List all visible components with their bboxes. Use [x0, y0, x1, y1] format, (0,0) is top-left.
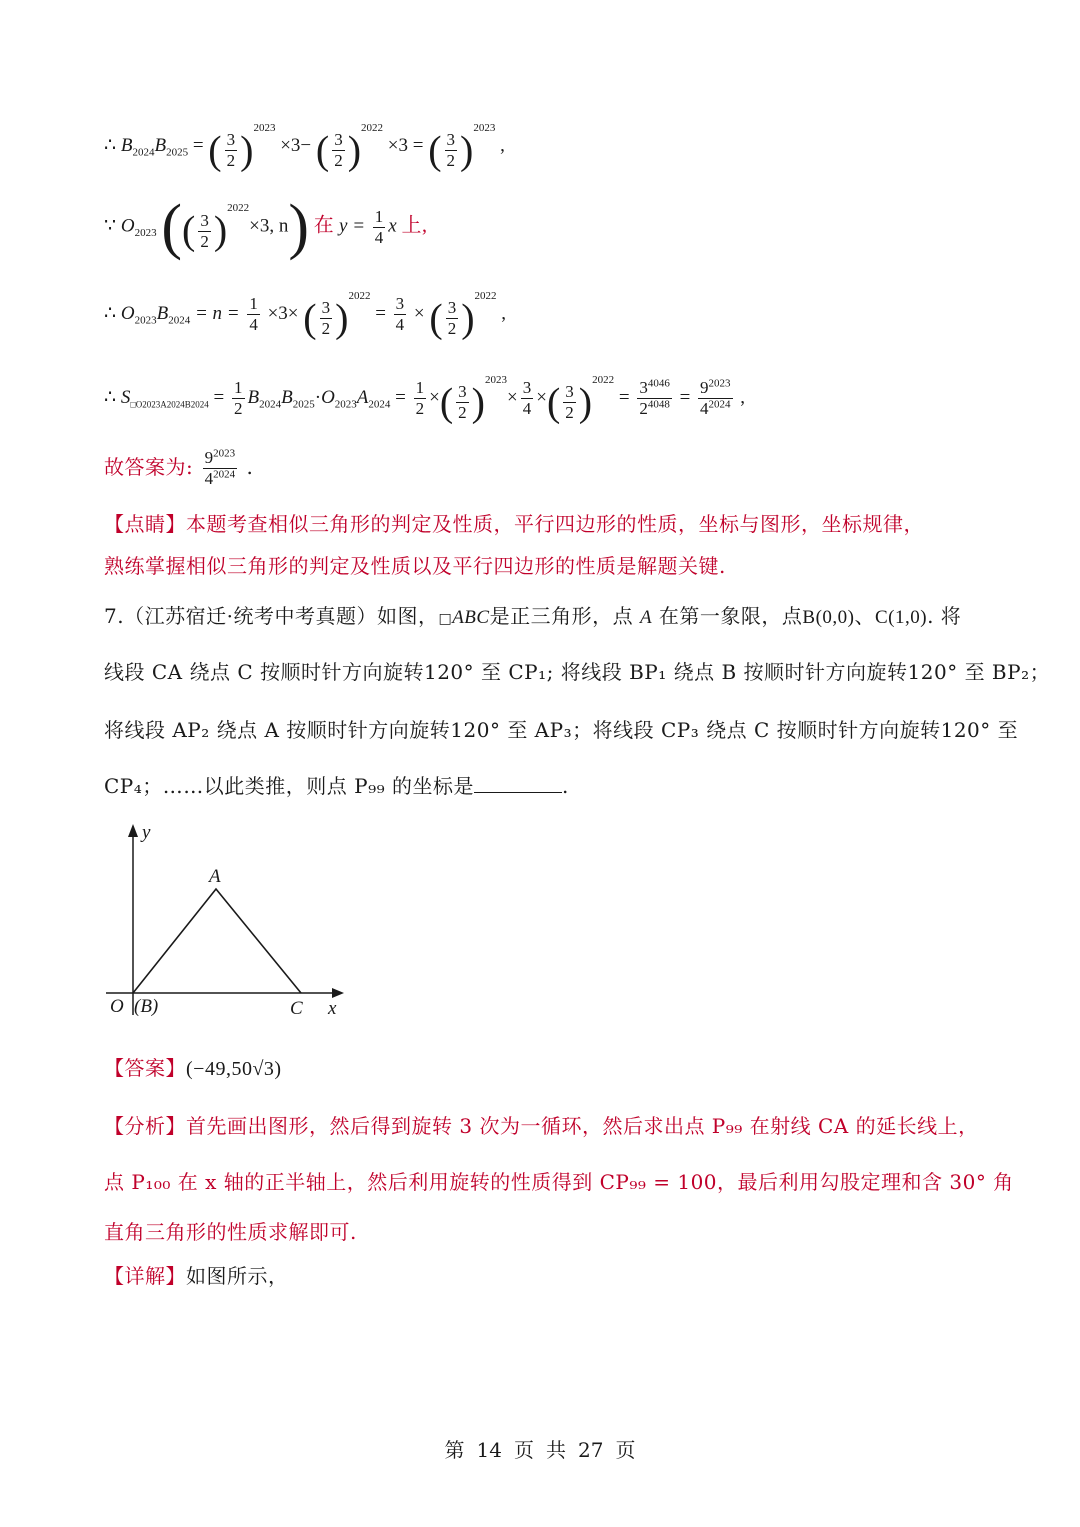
exponent: 2023 — [485, 374, 507, 386]
comma: , — [740, 386, 746, 408]
operator: × — [429, 386, 440, 408]
equation-o2023-b2024: ∴ $O_{2023}B_{2024} = n$ = $\frac{1}{4}$ ×3× ( $\frac{3}{2}$ )$^{2022}$ = $\frac{3}{4}$ × ( $\frac{3}{2}$ )$^{2022}$ , — [104, 290, 507, 341]
frac-den: 4 — [249, 315, 258, 335]
text-zai: 在 — [313, 214, 335, 237]
y-axis-arrow — [128, 824, 138, 837]
area-subscript: □O2023A2024B2024 — [130, 399, 209, 410]
q7-text: CP₄；……以此类推，则点 P₉₉ 的坐标是 — [104, 774, 474, 798]
var-o: O — [120, 302, 135, 324]
var-a: A — [356, 386, 369, 408]
exponent: 2023 — [473, 122, 496, 134]
sub: 2023 — [134, 314, 157, 327]
page-footer — [0, 1434, 1080, 1463]
therefore-symbol: ∴ — [104, 302, 117, 324]
frac-num: 3 — [522, 378, 532, 398]
coord-rest: ×3, n — [249, 215, 289, 237]
frac-den: 2 — [415, 399, 425, 419]
sup: 2023 — [213, 447, 236, 460]
footer-ye: 页 — [514, 1438, 534, 1462]
frac-num: 3 — [321, 298, 331, 318]
page-number: 14 — [476, 1438, 502, 1462]
var-b: B — [247, 386, 260, 408]
c-label: C — [290, 998, 303, 1019]
frac-den: 4 — [395, 315, 405, 335]
var-b: B — [120, 134, 133, 156]
equals: = — [679, 386, 691, 408]
var-b: B — [156, 302, 169, 324]
dianjing-line-2 — [104, 550, 726, 579]
sub: 2024 — [168, 314, 191, 327]
sub: 2023 — [334, 398, 357, 411]
answer-row — [104, 1052, 282, 1081]
sub: 2025 — [166, 146, 189, 159]
answer-line — [104, 448, 253, 489]
frac-num: 1 — [249, 294, 258, 314]
dianjing-text: 熟练掌握相似三角形的判定及性质以及平行四边形的性质是解题关键. — [104, 554, 726, 578]
base: 9 — [204, 448, 214, 467]
dianjing-line-1 — [104, 508, 924, 537]
exponent: 2022 — [227, 202, 250, 215]
q7-text: . 将 — [927, 604, 962, 628]
analysis-line-3 — [104, 1216, 357, 1245]
sup: 2023 — [708, 377, 731, 390]
base: 4 — [204, 469, 214, 488]
exponent: 2023 — [253, 122, 276, 134]
answer-value: (−49,50√3) — [186, 1058, 282, 1080]
analysis-line-2 — [104, 1166, 1014, 1195]
operator: ×3 = — [387, 134, 424, 156]
page-total: 27 — [578, 1438, 604, 1462]
therefore-symbol: ∴ — [104, 386, 117, 408]
q7-intro: 7.（江苏宿迁·统考中考真题）如图， — [104, 604, 439, 628]
triangle-figure — [104, 820, 354, 1025]
detail-text: 如图所示， — [186, 1264, 289, 1288]
frac-num: 3 — [200, 210, 209, 230]
frac-den: 4 — [522, 399, 532, 419]
frac-den: 2 — [200, 231, 209, 251]
x-axis-arrow — [332, 988, 344, 998]
y-label: y — [142, 822, 151, 843]
sup: 2024 — [708, 398, 731, 411]
sup: 4048 — [647, 398, 670, 411]
q7-text: 在第一象限，点 — [658, 604, 803, 628]
analysis-text: 首先画出图形，然后得到旋转 3 次为一循环，然后求出点 P₉₉ 在射线 CA 的延长线上， — [186, 1114, 979, 1138]
equals: = — [213, 386, 225, 408]
sup: 4046 — [647, 377, 670, 390]
sup: 2024 — [213, 468, 236, 481]
operator: ×3− — [280, 134, 312, 156]
frac-num: 3 — [565, 382, 574, 402]
dot: · — [314, 386, 322, 408]
frac-den: 2 — [447, 319, 457, 339]
exponent: 2022 — [474, 290, 497, 302]
frac-den: 4 — [374, 227, 384, 247]
operator: × — [536, 386, 547, 408]
exponent: 2022 — [592, 374, 615, 386]
frac-num: 3 — [447, 298, 457, 318]
exponent: 2022 — [348, 290, 371, 302]
triangle-abc — [133, 889, 301, 993]
triangle-symbol: □ — [438, 611, 453, 627]
therefore-symbol: ∴ — [104, 134, 117, 156]
equals: = — [192, 134, 204, 156]
var-a: A — [639, 607, 653, 628]
q7-text: 是正三角形，点 — [489, 604, 634, 628]
frac-den: 2 — [334, 151, 343, 171]
frac-num: 3 — [446, 130, 456, 150]
period: . — [561, 774, 569, 798]
line-eq: y = — [339, 215, 366, 237]
frac-num: 3 — [395, 294, 405, 314]
var-o: O — [321, 386, 335, 408]
frac-den: 2 — [234, 399, 243, 419]
base: 2 — [639, 399, 648, 419]
equals: = — [618, 386, 630, 408]
comma: , — [501, 302, 507, 324]
var-b: B — [281, 386, 293, 408]
sub: 2025 — [292, 398, 315, 411]
q7-text: 将线段 AP₂ 绕点 A 按顺时针方向旋转120° 至 AP₃；将线段 CP₃ 绕点 C 按顺时针方向旋转120° 至 — [104, 718, 1019, 742]
x-label: x — [328, 998, 337, 1019]
answer-tag: 【答案】 — [104, 1056, 186, 1080]
sub: 2023 — [134, 227, 157, 240]
question-7-line-2 — [104, 656, 1050, 685]
footer-gong: 共 — [546, 1438, 566, 1462]
sub: 2024 — [368, 398, 391, 411]
q7-text: 线段 CA 绕点 C 按顺时针方向旋转120° 至 CP₁; 将线段 BP₁ 绕点 B 按顺时针方向旋转120° 至 BP₂； — [104, 660, 1051, 684]
operator: ×3× — [267, 302, 299, 324]
because-symbol: ∵ — [104, 215, 117, 237]
text-shang: 上, — [401, 214, 428, 237]
operator: × — [413, 302, 425, 324]
analysis-text: 点 P₁₀₀ 在 x 轴的正半轴上，然后利用旋转的性质得到 CP₉₉ = 100，最后利用勾股定理和含 30° 角 — [104, 1170, 1014, 1194]
point-b: B(0,0) — [802, 607, 855, 628]
frac-den: 2 — [321, 319, 331, 339]
equation-o2023-on-line: ∵ $O_{2023}$ (( $\frac{3}{2}$ )$^{2022}$×3, n) 在 y = $\frac{1}{4}$ x 上, — [104, 193, 428, 261]
o-label: O — [110, 996, 124, 1017]
answer-label: 故答案为: — [104, 455, 194, 479]
question-7-line-4 — [104, 770, 569, 799]
var-b: B — [154, 134, 167, 156]
var-s: S — [120, 386, 131, 408]
operator: × — [507, 386, 518, 408]
base: 4 — [700, 399, 709, 419]
a-label: A — [209, 866, 221, 887]
exponent: 2022 — [361, 122, 384, 134]
frac-num: 1 — [234, 378, 243, 398]
frac-num: 3 — [334, 130, 343, 150]
equation-area: ∴ $S_{□O2023A2024B2024}$ = $\frac{1}{2}$ $B_{2024}B_{2025}\cdot O_{2023}A_{2024}$ = $\frac{1}{2}$ ×( $\frac{3}{2}$ )$^{2023}$× $\frac{3}{4}$ ×( $\frac{3}{2}$ )$^{2022}$ = $\frac{3^{4046}}{2^{4048}}$ = $\frac{9^{2023}}{4^{2024}}$ , — [104, 374, 746, 425]
base: 9 — [700, 378, 709, 398]
comma: , — [500, 134, 505, 156]
answer-blank — [474, 776, 562, 793]
period: . — [246, 455, 253, 479]
frac-den: 2 — [458, 403, 467, 423]
footer-ye: 页 — [615, 1438, 636, 1462]
detail-tag: 【详解】 — [104, 1264, 186, 1288]
equals: = — [375, 302, 386, 324]
frac-num: 1 — [374, 206, 384, 226]
separator: 、 — [854, 604, 875, 628]
frac-num: 3 — [226, 130, 236, 150]
analysis-text: 直角三角形的性质求解即可. — [104, 1220, 357, 1244]
equals-n: = n = — [194, 302, 240, 324]
equals: = — [395, 386, 406, 408]
dianjing-tag: 【点睛】 — [104, 512, 186, 536]
footer-di: 第 — [444, 1438, 465, 1462]
frac-den: 2 — [226, 151, 236, 171]
var-abc: ABC — [452, 607, 490, 628]
sub: 2024 — [132, 146, 155, 159]
point-c: C(1,0) — [874, 607, 928, 628]
var-o: O — [120, 215, 135, 237]
analysis-tag: 【分析】 — [104, 1114, 186, 1138]
sub: 2024 — [259, 398, 282, 411]
b-label: (B) — [134, 996, 159, 1017]
frac-den: 2 — [446, 151, 456, 171]
var-x: x — [388, 215, 397, 237]
frac-den: 2 — [565, 403, 574, 423]
frac-num: 3 — [458, 382, 467, 402]
frac-num: 1 — [415, 378, 425, 398]
analysis-line-1 — [104, 1110, 979, 1139]
equation-b2024-b2025: ∴ $B_{2024}B_{2025}$ = ( $\frac{3}{2}$ )$^{2023}$ ×3− ( $\frac{3}{2}$ )$^{2022}$ ×3 = ( $\frac{3}{2}$ )$^{2023}$ , — [104, 122, 505, 173]
dianjing-text: 本题考查相似三角形的判定及性质，平行四边形的性质，坐标与图形，坐标规律， — [186, 512, 924, 536]
base: 3 — [639, 378, 648, 398]
question-7-line-3 — [104, 714, 1018, 743]
question-7-line-1 — [104, 600, 961, 629]
detail-row — [104, 1260, 289, 1289]
